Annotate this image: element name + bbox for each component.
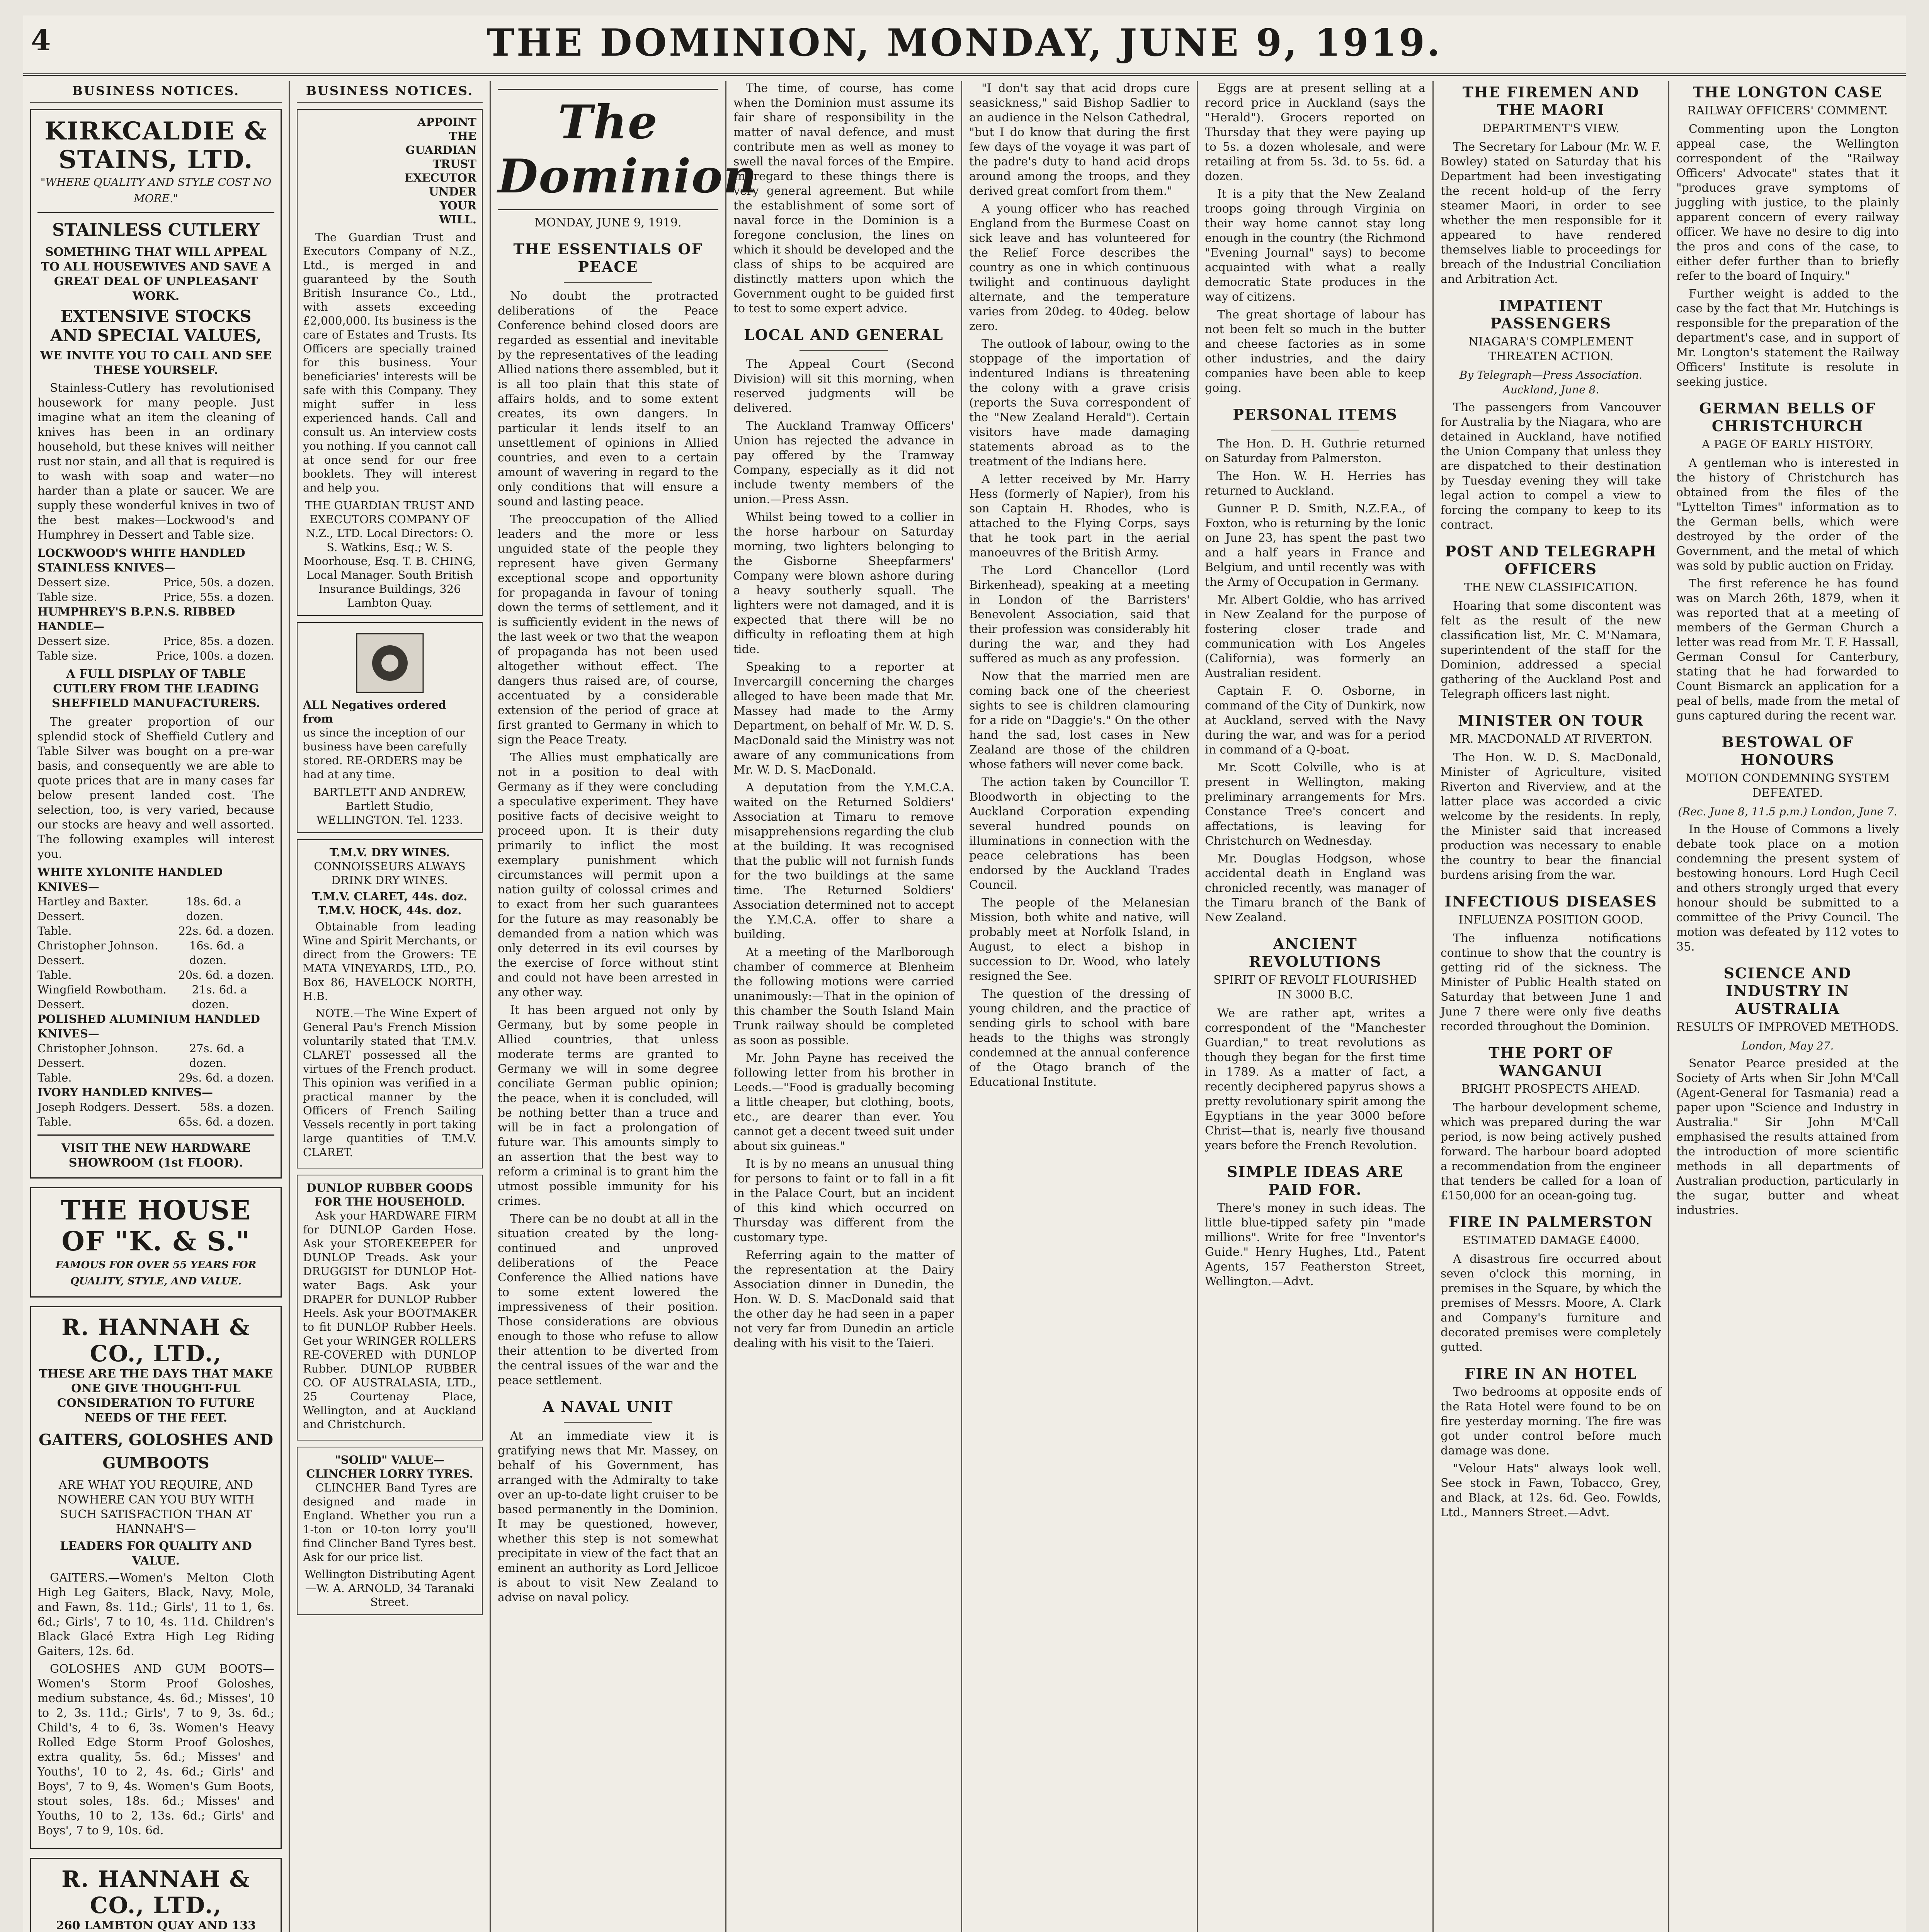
ad-title: THE HOUSE OF "K. & S." <box>61 1195 251 1257</box>
camera-illustration <box>355 632 425 694</box>
article-paragraph: In the House of Commons a lively debate took place on a motion condemning the present system of bestowing honours. Lord Hugh Cecil and others strongly urged that every honour should be submitted to a committee of the Privy Council. The motion was defeated by 112 votes to 35. <box>1676 823 1899 954</box>
article-headline: THE LONGTON CASE <box>1693 83 1883 101</box>
ad-signature: BARTLETT AND ANDREW, Bartlett Studio, WELLINGTON. Tel. 1233. <box>313 786 467 827</box>
price-row <box>37 1100 274 1114</box>
article-paragraph: The harbour development scheme, which was prepared during the war period, is now being actively pushed forward. The harbour board adopted a recommendation from the engineer that tenders be called for a loan of £150,000 for an ocean-going tug. <box>1441 1101 1661 1202</box>
ad-note: NOTE.—The Wine Expert of General Pau's French Mission voluntarily stated that T.M.V. CLARET possessed all the virtues of the French product. This opinion was verified in a practical manner by the Officers of French Sailing Vessels recently in port taking large quantities of T.M.V. CLARET. <box>303 1007 476 1159</box>
section-head: BUSINESS NOTICES. <box>297 81 483 103</box>
ad-invite: WE INVITE YOU TO CALL AND SEE THESE YOURSELF. <box>40 349 272 377</box>
newspaper-title: THE DOMINION, MONDAY, JUNE 9, 1919. <box>487 21 1442 65</box>
ad-tmv-wines <box>297 839 483 1168</box>
editorial-paragraph: The Allies must emphatically are not in a position to deal with Germany as if they were concluding a speculative experiment. They have positive facts of decisive weight to proceed upon. It is their duty primarily to inflict the most exemplary punishment which circumstances will permit upon a nation guilty of colossal crimes and to exact from her such guarantees for the future as may reasonably be demanded from a nation which was only deterred in its evil courses by the exercise of force without stint and could not have been arrested in any other way. <box>498 751 718 999</box>
article-headline: MINISTER ON TOUR <box>1458 712 1644 729</box>
dominion-nameplate <box>498 89 758 230</box>
price-row <box>37 1012 274 1041</box>
article-subhead: ESTIMATED DAMAGE £4000. <box>1462 1234 1640 1247</box>
trust-word: THE <box>449 129 476 143</box>
page-number: 4 <box>31 24 51 57</box>
price-row <box>37 634 274 648</box>
article-headline: FIRE IN AN HOTEL <box>1465 1365 1637 1382</box>
news-item: The great shortage of labour has not been felt so much in the butter and cheese factories as in some other industries, and the dairy companies have been able to keep going. <box>1205 308 1425 395</box>
article-subhead: SPIRIT OF REVOLT FLOURISHED IN 3000 B.C. <box>1213 973 1417 1002</box>
news-item: The people of the Melanesian Mission, both white and native, will probably meet at Norfolk Island, in August, to elect a bishop in succession to Dr. Wood, who lately resigned the See. <box>969 896 1190 983</box>
masthead <box>23 15 1906 76</box>
item-price: Price, 85s. a dozen. <box>163 634 274 648</box>
item-label: Table size. <box>37 649 97 662</box>
ad-gaiters: GAITERS.—Women's Melton Cloth High Leg Gaiters, Black, Navy, Mole, and Fawn, 8s. 11d.; Girls', 11 to 1, 6s. 6d.; Girls', 7 to 10, 4s. 11d. Children's Black Glacé Extra High Leg Riding Gaiters, 12s. 6d. <box>37 1571 274 1658</box>
item-label: Wingfield Rowbotham. Dessert. <box>37 983 167 1011</box>
article-headline: SCIENCE AND INDUSTRY IN AUSTRALIA <box>1723 964 1852 1017</box>
item-price: 16s. 6d. a dozen. <box>189 939 245 967</box>
news-item: The Auckland Tramway Officers' Union has rejected the advance in pay offered by the Tramway Company, especially as it did not include twenty members of the union.—Press Assn. <box>733 419 954 506</box>
ad-clincher <box>297 1447 483 1615</box>
ad-title: "SOLID" VALUE—CLINCHER LORRY TYRES. <box>306 1453 473 1480</box>
item-label: Christopher Johnson. Dessert. <box>37 939 158 967</box>
price-row <box>37 982 274 1012</box>
item-label: LOCKWOOD'S WHITE HANDLED STAINLESS KNIVES— <box>37 546 245 574</box>
news-item: The Lord Chancellor (Lord Birkenhead), speaking at a meeting in London of the Barristers' Benevolent Association, said that their profession was considerably hit during the war, and they had suffered as much as any profession. <box>969 564 1190 665</box>
section-head: BUSINESS NOTICES. <box>30 81 282 103</box>
article-paragraph: Further weight is added to the case by the fact that Mr. Hutchings is responsible for the preparation of the department's case, and in support of Mr. Longton's statement the Railway Officers' Institute is resolute in seeking justice. <box>1676 287 1899 389</box>
item-label: Table. <box>37 1115 72 1128</box>
price-row <box>37 546 274 575</box>
price-row <box>37 865 274 894</box>
editorial-date: MONDAY, JUNE 9, 1919. <box>534 216 682 230</box>
news-item: Whilst being towed to a collier in the horse harbour on Saturday morning, two lighters belonging to the Gisborne Sheepfarmers' Company were blown ashore during a heavy southerly squall. The lighters were not damaged, and it is expected that there will be no difficulty in refloating them at high tide. <box>733 510 954 656</box>
column-7 <box>1434 81 1669 1932</box>
item-label: Dessert size. <box>37 634 110 648</box>
article-subhead: THE NEW CLASSIFICATION. <box>1464 581 1638 594</box>
article-headline: THE PORT OF WANGANUI <box>1488 1044 1613 1079</box>
ad-body: Stainless-Cutlery has revolutionised housework for many people. Just imagine what an item the cleaning of knives has been in an ordinary household, but these knives will neither rust nor stain, and all that is required is to wash with soap and water—no harder than a plate or saucer. We are supply these wonderful knives in two of the best makes—Lockwood's and Humphrey in Dessert and Table size. <box>37 381 274 542</box>
ad-line: THESE ARE THE DAYS THAT MAKE ONE GIVE THOUGHT-FUL CONSIDERATION TO FUTURE NEEDS OF THE FEET. <box>39 1367 273 1425</box>
item-label: Table. <box>37 1071 72 1084</box>
editorial-paragraph: It has been argued not only by Germany, but by some people in Allied countries, that unless moderate terms are granted to Germany we will in some degree conciliate German public opinion; the peace, when it is concluded, will be nothing better than a truce and will be in fact a prolongation of future war. This amounts simply to an assertion that the best way to reform a criminal is to grant him the utmost possible immunity for his crimes. <box>498 1003 718 1208</box>
personal-item: Captain F. O. Osborne, in command of the City of Dunkirk, now at Auckland, served with the Navy during the war, and was for a period in command of a Q-boat. <box>1205 684 1425 757</box>
item-label: POLISHED ALUMINIUM HANDLED KNIVES— <box>37 1012 260 1040</box>
news-item: "I don't say that acid drops cure seasickness," said Bishop Sadlier to an audience in the Nelson Cathedral, "but I do know that during the first few days of the voyage it was part of the padre's duty to hand acid drops around among the troops, and they derived great comfort from them." <box>969 82 1190 198</box>
ad-dunlop <box>297 1175 483 1440</box>
article-headline: BESTOWAL OF HONOURS <box>1721 733 1854 769</box>
trust-word: YOUR <box>439 199 476 212</box>
personal-item: The Hon. W. H. Herries has returned to Auckland. <box>1205 469 1425 498</box>
news-item: The action taken by Councillor T. Bloodworth in objecting to the Auckland Corporation expending several hundred pounds on illuminations in connection with the peace celebrations has been endorsed by the Auckland Trades Council. <box>969 776 1190 892</box>
ad-title: ALL Negatives ordered from <box>303 698 446 725</box>
editorial-paragraph: The preoccupation of the Allied leaders and the more or less unguided state of the people they represent have given Germany exceptional scope and opportunity for propaganda in favour of toning down the terms of settlement, and it is sufficiently evident in the news of the last week or two that the weapon of propaganda has not been used altogether without effect. The dangers thus raised are, of course, accentuated by a considerable extension of the period of grace at first granted to Germany in which to sign the Peace Treaty. <box>498 513 718 747</box>
price-row <box>37 648 274 663</box>
ad-title: T.M.V. DRY WINES. <box>329 846 450 859</box>
trust-headline <box>303 115 476 226</box>
article-subhead: RESULTS OF IMPROVED METHODS. <box>1676 1020 1899 1034</box>
dateline: London, May 27. <box>1741 1039 1834 1052</box>
item-label: Table. <box>37 968 72 981</box>
article-subhead: MOTION CONDEMNING SYSTEM DEFEATED. <box>1685 772 1890 800</box>
article-paragraph: Commenting upon the Longton appeal case, the Wellington correspondent of the "Railway Officers' Advocate" states that it "produces grave symptoms of juggling with justice, to the plainly apparent concern of every railway officer. We have no desire to dig into the pros and cons of the case, to either defer further than to briefly refer to the board of Inquiry." <box>1676 122 1899 283</box>
price-row <box>37 938 274 968</box>
article-headline: GERMAN BELLS OF CHRISTCHURCH <box>1699 400 1876 435</box>
ad-body: Obtainable from leading Wine and Spirit Merchants, or direct from the Growers: TE MATA VINEYARDS, LTD., P.O. Box 86, HAVELOCK NORTH, H.B. <box>303 920 476 1003</box>
trust-word: EXECUTOR <box>404 171 476 184</box>
ad-subtitle-2: EXTENSIVE STOCKS AND SPECIAL VALUES, <box>50 307 262 345</box>
ad-tagline: FAMOUS FOR OVER 55 YEARS FOR QUALITY, STYLE, AND VALUE. <box>55 1259 257 1287</box>
article-paragraph: The time, of course, has come when the Dominion must assume its fair share of responsibility in the matter of naval defence, and must contribute men as well as money to swell the naval forces of the Empire. In regard to these things there is very general agreement. But while the establishment of some sort of naval force in the Dominion is a foregone conclusion, the lines on which it should be developed and the class of ships to be acquired are distinctly matters upon which the Government ought to be guided first to test to some expert advice. <box>733 82 954 315</box>
item-price: 22s. 6d. a dozen. <box>178 924 274 937</box>
ad-title: DUNLOP RUBBER GOODS FOR THE HOUSEHOLD. <box>306 1181 473 1208</box>
article-subhead: BRIGHT PROSPECTS AHEAD. <box>1461 1082 1641 1096</box>
news-item: Referring again to the matter of the representation at the Dairy Association dinner in Dunedin, the Hon. W. D. S. MacDonald said that the other day he had seen in a paper not very far from Dunedin an article dealing with his visit to the Taieri. <box>733 1248 954 1350</box>
news-item: Mr. John Payne has received the following letter from his brother in Leeds.—"Food is gradually becoming a little cheaper, but clothing, boots, etc., are dearer than ever. You cannot get a decent tweed suit under about six guineas." <box>733 1051 954 1153</box>
column-8 <box>1669 81 1906 1932</box>
column-5 <box>962 81 1198 1932</box>
article-subhead: MR. MACDONALD AT RIVERTON. <box>1449 732 1653 746</box>
ad-title: R. HANNAH & CO., LTD., <box>61 1314 250 1367</box>
price-list <box>37 546 274 663</box>
article-headline: LOCAL AND GENERAL <box>744 326 944 344</box>
ad-tagline: "WHERE QUALITY AND STYLE COST NO MORE." <box>40 176 272 205</box>
news-item: Speaking to a reporter at Invercargill concerning the charges alleged to have been made that Mr. Massey had made to the Army Department, on behalf of Mr. W. D. S. MacDonald said the Ministry was not aware of any communications from Mr. W. D. S. MacDonald. <box>733 660 954 777</box>
article-paragraph: We are rather apt, writes a correspondent of the "Manchester Guardian," to treat revolutions as though they began for the first time in 1789. As a matter of fact, a recently deciphered papyrus shows a pretty revolutionary spirit among the Egyptians in the year 3000 before Christ—that is, nearly five thousand years before the French Revolution. <box>1205 1007 1425 1152</box>
article-headline: A NAVAL UNIT <box>543 1398 674 1415</box>
ad-line: SOMETHING THAT WILL APPEAL TO ALL HOUSEWIVES AND SAVE A GREAT DEAL OF UNPLEASANT WORK. <box>41 245 271 303</box>
article-headline: PERSONAL ITEMS <box>1233 406 1398 423</box>
ad-leaders: LEADERS FOR QUALITY AND VALUE. <box>60 1539 252 1568</box>
news-item: The outlook of labour, owing to the stoppage of the importation of indentured Indians is threatening the colony with a grave crisis (reports the Suva correspondent of the "New Zealand Herald"). Certain visitors have made damaging statements abroad as to the treatment of the Indians here. <box>969 337 1190 468</box>
ad-body: The Guardian Trust and Executors Company of N.Z., Ltd., is merged in and guaranteed by the South British Insurance Co., Ltd., with assets exceeding £2,000,000. Its business is the care of Estates and Trusts. Its Officers are specially trained for this business. Your beneficiaries' interests will be safe with this Company. They might suffer in less experienced hands. Call and consult us. An interview costs you nothing. If you cannot call at once send for our free booklets. They will interest and help you. <box>303 231 476 494</box>
newspaper-page <box>23 15 1906 1932</box>
article-headline: ANCIENT REVOLUTIONS <box>1249 935 1382 970</box>
article-paragraph: Two bedrooms at opposite ends of the Rata Hotel were found to be on fire yesterday morning. The fire was got under control before much damage was done. <box>1441 1385 1661 1458</box>
price-row <box>37 1070 274 1085</box>
dominion-title: The Dominion <box>498 95 758 204</box>
news-item: At a meeting of the Marlborough chamber of commerce at Blenheim the following motions were carried unanimously:—That in the opinion of this chamber the South Island Main Trunk railway should be completed as soon as possible. <box>733 946 954 1047</box>
trust-word: APPOINT <box>417 116 476 129</box>
article-headline: THE FIREMEN AND THE MAORI <box>1462 83 1640 119</box>
item-label: Dessert size. <box>37 576 110 589</box>
editorial-headline: THE ESSENTIALS OF PEACE <box>513 240 703 276</box>
news-item: Eggs are at present selling at a record price in Auckland (says the "Herald"). Grocers reported on Thursday that they were paying up to 5s. a dozen wholesale, and were retailing at from 5s. 3d. to 5s. 6d. a dozen. <box>1205 82 1425 183</box>
item-price: Price, 55s. a dozen. <box>163 590 274 604</box>
price-row <box>37 923 274 938</box>
column-6 <box>1198 81 1434 1932</box>
ad-body: CLINCHER Band Tyres are designed and made in England. Whether you run a 1-ton or 10-ton lorry you'll find Clincher Band Tyres best. Ask for our price list. <box>303 1481 476 1564</box>
article-subhead: A PAGE OF EARLY HISTORY. <box>1701 438 1874 451</box>
item-label: Joseph Rodgers. Dessert. <box>37 1100 181 1114</box>
price-row <box>37 1085 274 1100</box>
article-subhead: DEPARTMENT'S VIEW. <box>1482 122 1619 135</box>
ad-signature: THE GUARDIAN TRUST AND EXECUTORS COMPANY OF N.Z., LTD. Local Directors: O. S. Watkins, Esq.; W. S. Moorhouse, Esq. T. B. CHING, Local Manager. South British Insurance Buildings, 326 Lambton Quay. <box>303 499 476 609</box>
article-subhead: RAILWAY OFFICERS' COMMENT. <box>1687 104 1888 117</box>
item-price: 18s. 6d. a dozen. <box>186 895 242 923</box>
item-price: Price, 100s. a dozen. <box>156 649 274 662</box>
knife-price-list <box>37 865 274 1129</box>
item-label: Christopher Johnson. Dessert. <box>37 1042 158 1070</box>
price-row <box>37 604 274 634</box>
ad-subtitle: GAITERS, GOLOSHES AND GUMBOOTS <box>39 1431 273 1472</box>
news-item: It is by no means an unusual thing for persons to faint or to fall in a fit in the Palace Court, but an incident of this kind which occurred on Thursday was different from the customary type. <box>733 1157 954 1244</box>
personal-item: The Hon. D. H. Guthrie returned on Saturday from Palmerston. <box>1205 437 1425 465</box>
personal-item: Gunner P. D. Smith, N.Z.F.A., of Foxton, who is returning by the Ionic on June 23, has spent the past two and a half years in France and Belgium, and until recently was with the Army of Occupation in Germany. <box>1205 502 1425 589</box>
ad-more: The greater proportion of our splendid stock of Sheffield Cutlery and Table Silver was bought on a pre-war basis, and consequently we are able to quote prices that are in many cases far below present landed cost. The selection, too, is very varied, because our stocks are heavy and well assorted. The following examples will interest you. <box>37 715 274 861</box>
item-label: IVORY HANDLED KNIVES— <box>37 1086 213 1099</box>
news-item: It is a pity that the New Zealand troops going through Virginia on their way home cannot stay long enough in the country (the Richmond "Evening Journal" says) to become acquainted with what a really democratic State produces in the way of citizens. <box>1205 187 1425 304</box>
news-item: The Appeal Court (Second Division) will sit this morning, when reserved judgments will be delivered. <box>733 357 954 415</box>
ad-guardian-trust <box>297 109 483 616</box>
news-item: A deputation from the Y.M.C.A. waited on the Returned Soldiers' Association at Timaru to remove misapprehensions regarding the club at the building. It was recognised that the public will not furnish funds for the two buildings at the same time. The Returned Soldiers' Association determined not to accept the Y.M.C.A. offer to share a building. <box>733 781 954 941</box>
ad-kirkcaldie-stains <box>30 109 282 1179</box>
article-headline: INFECTIOUS DISEASES <box>1444 893 1657 910</box>
column-4 <box>726 81 962 1932</box>
ad-address: 260 LAMBTON QUAY AND 133 <box>56 1919 256 1932</box>
ad-prices: T.M.V. CLARET, 44s. doz. T.M.V. HOCK, 44s. doz. <box>312 890 468 917</box>
personal-item: Mr. Albert Goldie, who has arrived in New Zealand for the purpose of fostering closer trade and communication with Los Angeles (California), was formerly an Australian resident. <box>1205 593 1425 680</box>
personal-item: Mr. Douglas Hodgson, whose accidental death in England was chronicled recently, was manager of the Timaru branch of the Bank of New Zealand. <box>1205 852 1425 924</box>
ad-body: ARE WHAT YOU REQUIRE, AND NOWHERE CAN YOU BUY WITH SUCH SATISFACTION THAN AT HANNAH'S— <box>58 1478 254 1536</box>
price-row <box>37 968 274 982</box>
ad-signature: Wellington Distributing Agent—W. A. ARNOLD, 34 Taranaki Street. <box>304 1568 475 1609</box>
article-paragraph: The passengers from Vancouver for Australia by the Niagara, who are detained in Auckland, have notified the Union Company that unless they are dispatched to their destination by Tuesday evening they will take legal action to compel a view to forcing the company to keep to its contract. <box>1441 401 1661 532</box>
article-subhead: INFLUENZA POSITION GOOD. <box>1458 913 1643 927</box>
editorial-paragraph: There can be no doubt at all in the situation created by the long-continued and unproved deliberations of the Peace Conference the Allied nations have to some extent lowered the impressiveness of their position. Those considerations are obvious enough to those who refuse to allow their attention to be diverted from the central issues of the war and the peace settlement. <box>498 1212 718 1387</box>
news-item: Now that the married men are coming back one of the cheeriest sights to see is children clamouring for a ride on "Daggie's." On the other hand the sad, lost cases in New Zealand are those of the children whose fathers will never come back. <box>969 670 1190 771</box>
ad-full-display: A FULL DISPLAY OF TABLE CUTLERY FROM THE LEADING SHEFFIELD MANUFACTURERS. <box>52 667 260 710</box>
item-label: Table. <box>37 924 72 937</box>
trust-word: UNDER <box>429 185 476 198</box>
article-paragraph: The Hon. W. D. S. MacDonald, Minister of Agriculture, visited Riverton and Riverview, and at the latter place was accorded a civic welcome by the residents. In reply, the Minister said that increased production was necessary to enable the country to bear the financial burdens arising from the war. <box>1441 751 1661 882</box>
ad-house-of-ks <box>30 1187 282 1298</box>
dateline: By Telegraph—Press Association. Auckland, June 8. <box>1459 369 1643 396</box>
article-paragraph: The influenza notifications continue to show that the country is getting rid of the sickness. The Minister of Public Health stated on Saturday that between June 1 and June 7 there were only five deaths recorded throughout the Dominion. <box>1441 932 1661 1033</box>
price-row <box>37 590 274 604</box>
ad-body: Ask your HARDWARE FIRM for DUNLOP Garden Hose. Ask your STOREKEEPER for DUNLOP Treads. Ask your DRUGGIST for DUNLOP Hot-water Bags. Ask your DRAPER for DUNLOP Rubber Heels. Ask your BOOTMAKER to fit DUNLOP Rubber Heels. Get your WRINGER ROLLERS RE-COVERED with DUNLOP Rubber. DUNLOP RUBBER CO. OF AUSTRALASIA, LTD., 25 Courtenay Place, Wellington, and at Auckland and Christchurch. <box>303 1209 476 1431</box>
item-price: 65s. 6d. a dozen. <box>178 1115 274 1128</box>
editorial-paragraph: No doubt the protracted deliberations of the Peace Conference behind closed doors are regarded as essential and inevitable by the representatives of the leading Allied nations there assembled, but it is all too plain that this state of affairs holds, and to some extent creates, its own dangers. In particular it lends itself to an unsettlement of opinions in Allied countries, and even to a certain amount of wavering in regard to the only conditions that will ensure a sound and lasting peace. <box>498 289 718 509</box>
article-subhead: NIAGARA'S COMPLEMENT THREATEN ACTION. <box>1468 335 1634 363</box>
article-paragraph: A disastrous fire occurred about seven o'clock this morning, in premises in the Square, by which the premises of Messrs. Moore, A. Clark and Company's furniture and decorated premises were completely gutted. <box>1441 1252 1661 1354</box>
article-paragraph: Senator Pearce presided at the Society of Arts when Sir John M'Call (Agent-General for Tasmania) read a paper upon "Science and Industry in Australia." Sir John M'Call emphasised the results attained from the introduction of more scientific methods in all departments of Australian production, particularly in the sugar, butter and wheat industries. <box>1676 1057 1899 1217</box>
item-price: 20s. 6d. a dozen. <box>178 968 274 981</box>
column-2 <box>290 81 491 1932</box>
item-label: HUMPHREY'S B.P.N.S. RIBBED HANDLE— <box>37 605 235 633</box>
ad-footer: VISIT THE NEW HARDWARE SHOWROOM (1st FLOOR). <box>61 1141 251 1170</box>
ad-hannah-1 <box>30 1306 282 1849</box>
advert-line: "Velour Hats" always look well. See stock in Fawn, Tobacco, Grey, and Black, at 12s. 6d. Geo. Fowlds, Ltd., Manners Street.—Advt. <box>1441 1462 1661 1519</box>
trust-word: WILL. <box>439 213 476 226</box>
item-price: Price, 50s. a dozen. <box>163 576 274 589</box>
ad-subtitle: STAINLESS CUTLERY <box>52 220 260 240</box>
article-headline: IMPATIENT PASSENGERS <box>1490 297 1612 332</box>
news-item: The question of the dressing of young children, and the practice of sending girls to school with bare heads to the thighs was strongly condemned at the annual conference of the Otago branch of the Educational Institute. <box>969 987 1190 1089</box>
item-price: 29s. 6d. a dozen. <box>178 1071 274 1084</box>
article-paragraph: The first reference he has found was on March 26th, 1879, when it was reported that at a meeting of members of the German Church a letter was read from Mr. T. F. Hassall, German Consul for Canterbury, stating that he had forwarded to Count Bismarck an application for a peal of bells, made from the metal of guns captured during the recent war. <box>1676 577 1899 723</box>
item-price: 21s. 6d. a dozen. <box>192 983 247 1011</box>
article-paragraph: At an immediate view it is gratifying news that Mr. Massey, on behalf of his Government, has arranged with the Admiralty to take over an up-to-date light cruiser to be based permanently in the Dominion. It may be questioned, however, whether this step is not somewhat precipitate in view of the fact that an eminent an authority as Lord Jellicoe is about to visit New Zealand to advise on naval policy. <box>498 1429 718 1604</box>
personal-item: Mr. Scott Colville, who is at present in Wellington, making preliminary arrangements for Mrs. Constance Tree's concert and affectations, is leaving for Christchurch on Wednesday. <box>1205 761 1425 848</box>
article-headline: FIRE IN PALMERSTON <box>1449 1213 1653 1231</box>
price-row <box>37 894 274 923</box>
trust-word: GUARDIAN <box>405 143 476 156</box>
article-paragraph: The Secretary for Labour (Mr. W. F. Bowley) stated on Saturday that his Department had been investigating the recent hold-up of the ferry steamer Maori, in order to see whether the men responsible for it appeared to have rendered themselves liable to proceedings for breach of the Industrial Conciliation and Arbitration Act. <box>1441 140 1661 286</box>
column-1 <box>23 81 290 1932</box>
dateline: (Rec. June 8, 11.5 p.m.) London, June 7. <box>1678 805 1897 818</box>
price-row <box>37 575 274 590</box>
column-3 <box>491 81 758 1932</box>
ad-hannah-2 <box>30 1858 282 1932</box>
article-headline: SIMPLE IDEAS ARE PAID FOR. <box>1227 1163 1403 1198</box>
ad-bartlett <box>297 622 483 833</box>
ad-title: R. HANNAH & CO., LTD., <box>61 1866 250 1918</box>
article-paragraph: There's money in such ideas. The little blue-tipped safety pin "made millions". Write for free "Inventor's Guide." Henry Hughes, Ltd., Patent Agents, 157 Featherston Street, Wellington.—Advt. <box>1205 1201 1425 1288</box>
ad-body: us since the inception of our business have been carefully stored. RE-ORDERS may be had at any time. <box>303 726 467 781</box>
price-row <box>37 1041 274 1070</box>
price-row <box>37 1114 274 1129</box>
news-item: A letter received by Mr. Harry Hess (formerly of Napier), from his son Captain H. Rhodes, who is attached to the Flying Corps, says that he took part in the aerial manoeuvres of the British Army. <box>969 473 1190 560</box>
article-paragraph: A gentleman who is interested in the history of Christchurch has obtained from the files of the "Lyttelton Times" information as to the German bells, which were destroyed by the order of the Government, and the metal of which was sold by public auction on Friday. <box>1676 456 1899 573</box>
trust-word: TRUST <box>432 157 476 170</box>
item-price: 27s. 6d. a dozen. <box>189 1042 245 1070</box>
ad-subtitle: CONNOISSEURS ALWAYS DRINK DRY WINES. <box>314 860 466 887</box>
item-price: 58s. a dozen. <box>199 1100 274 1114</box>
news-item: A young officer who has reached England from the Burmese Coast on sick leave and has volunteered for the Relief Force describes the country as one in which continuous twilight and continuous daylight alternate, and the temperature varies from 20deg. to 40deg. below zero. <box>969 202 1190 333</box>
article-headline: POST AND TELEGRAPH OFFICERS <box>1445 543 1657 578</box>
item-label: Hartley and Baxter. Dessert. <box>37 895 149 923</box>
article-paragraph: Hoaring that some discontent was felt as the result of the new classification list, Mr. C. M'Namara, superintendent of the staff for the Dominion, addressed a special gathering of the Auckland Post and Telegraph officers last night. <box>1441 599 1661 701</box>
ad-goloshes: GOLOSHES AND GUM BOOTS—Women's Storm Proof Goloshes, medium substance, 4s. 6d.; Misses', 10 to 2, 3s. 11d.; Girls', 7 to 9, 3s. 6d.; Child's, 4 to 6, 3s. Women's Heavy Rolled Edge Storm Proof Goloshes, extra quality, 5s. 6d.; Misses' and Youths', 10 to 2, 4s. 6d.; Girls' and Boys', 7 to 9, 4s. Women's Gum Boots, stout soles, 18s. 6d.; Misses' and Youths, 10 to 2, 13s. 6d.; Girls' and Boys', 7 to 9, 10s. 6d. <box>37 1662 274 1837</box>
item-label: Table size. <box>37 590 97 604</box>
ad-title: KIRKCALDIE & STAINS, LTD. <box>44 117 267 174</box>
item-label: WHITE XYLONITE HANDLED KNIVES— <box>37 866 223 893</box>
